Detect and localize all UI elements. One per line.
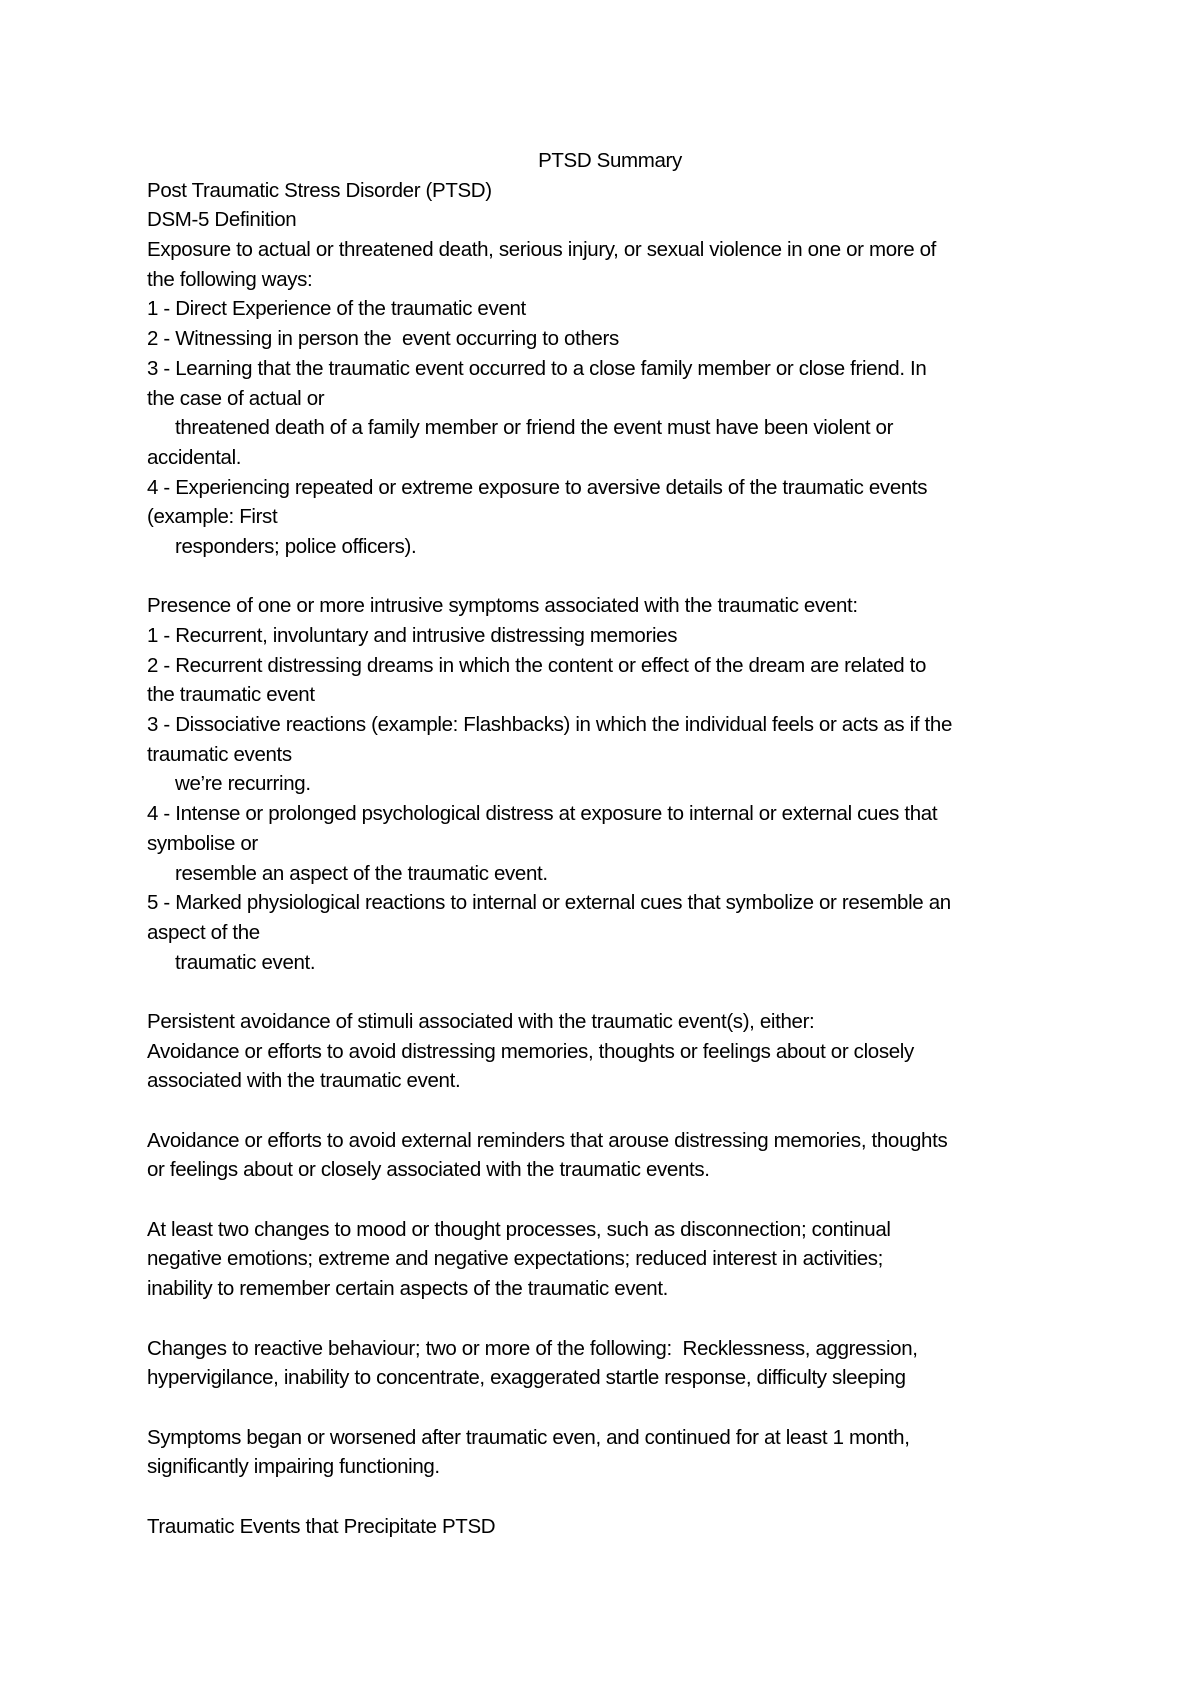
exposure-item-3: the case of actual or xyxy=(147,386,325,410)
intrusive-section xyxy=(147,591,1067,977)
intrusive-item-4: 4 - Intense or prolonged psychological distress at exposure to internal or external cues that xyxy=(147,802,938,826)
exposure-item-3: accidental. xyxy=(147,445,242,469)
avoidance-paragraph-2: Avoidance or efforts to avoid external reminders that arouse distressing memories, thoughts xyxy=(147,1128,948,1152)
paragraph-gap xyxy=(147,1482,1067,1512)
avoidance-paragraph-1: Avoidance or efforts to avoid distressing memories, thoughts or feelings about or closely xyxy=(147,1039,914,1063)
avoidance-paragraph-2: or feelings about or closely associated with the traumatic events. xyxy=(147,1158,710,1182)
exposure-item-2: 2 - Witnessing in person the event occurring to others xyxy=(147,327,619,351)
exposure-item-3: 3 - Learning that the traumatic event occurred to a close family member or close friend. In xyxy=(147,356,927,380)
intrusive-item-3: we’re recurring. xyxy=(175,772,311,796)
reactive-paragraph: Changes to reactive behaviour; two or more of the following: Recklessness, aggression, xyxy=(147,1336,918,1360)
exposure-item-3: threatened death of a family member or friend the event must have been violent or xyxy=(175,416,894,440)
paragraph-gap xyxy=(147,977,1067,1007)
duration-paragraph: Symptoms began or worsened after traumatic even, and continued for at least 1 month, xyxy=(147,1425,910,1449)
mood-paragraph: negative emotions; extreme and negative expectations; reduced interest in activities; xyxy=(147,1247,884,1271)
exposure-item-4: responders; police officers). xyxy=(175,534,417,558)
paragraph-gap xyxy=(147,562,1067,592)
traumatic-events-heading: Traumatic Events that Precipitate PTSD xyxy=(147,1514,496,1538)
intrusive-item-1: 1 - Recurrent, involuntary and intrusive distressing memories xyxy=(147,624,678,647)
paragraph-gap xyxy=(147,1393,1067,1423)
intrusive-item-5: aspect of the xyxy=(147,920,260,944)
mood-paragraph: inability to remember certain aspects of the traumatic event. xyxy=(147,1277,669,1301)
document-subheading: DSM-5 Definition xyxy=(147,208,297,232)
paragraph-gap xyxy=(147,1185,1067,1215)
reactive-paragraph: hypervigilance, inability to concentrate, exaggerated startle response, difficulty sleeping xyxy=(147,1366,906,1390)
exposure-item-4: 4 - Experiencing repeated or extreme exposure to aversive details of the traumatic events xyxy=(147,475,928,499)
intrusive-item-3: 3 - Dissociative reactions (example: Flashbacks) in which the individual feels or acts as if the xyxy=(147,713,952,737)
duration-paragraph: significantly impairing functioning. xyxy=(147,1455,440,1479)
exposure-item-4: (example: First xyxy=(147,505,278,529)
exposure-intro: Exposure to actual or threatened death, serious injury, or sexual violence in one or more of xyxy=(147,238,937,262)
intrusive-item-2: 2 - Recurrent distressing dreams in which the content or effect of the dream are related to xyxy=(147,653,927,677)
mood-section xyxy=(147,1215,1067,1304)
paragraph-gap xyxy=(147,1096,1067,1126)
document-body xyxy=(147,146,1067,1541)
exposure-section xyxy=(147,235,1067,562)
paragraph-gap xyxy=(147,1304,1067,1334)
reactive-section xyxy=(147,1334,1067,1393)
intrusive-intro: Presence of one or more intrusive symptoms associated with the traumatic event: xyxy=(147,594,858,618)
intrusive-item-3: traumatic events xyxy=(147,742,292,766)
duration-section xyxy=(147,1423,1067,1482)
intrusive-item-4: symbolise or xyxy=(147,831,258,855)
intrusive-item-5: traumatic event. xyxy=(175,950,316,974)
avoidance-paragraph-1: associated with the traumatic event. xyxy=(147,1069,461,1093)
document-heading: Post Traumatic Stress Disorder (PTSD) xyxy=(147,178,492,202)
intrusive-item-5: 5 - Marked physiological reactions to internal or external cues that symbolize or resemble an xyxy=(147,891,951,915)
intrusive-item-4: resemble an aspect of the traumatic event. xyxy=(175,861,548,885)
intrusive-item-2: the traumatic event xyxy=(147,683,315,707)
mood-paragraph: At least two changes to mood or thought processes, such as disconnection; continual xyxy=(147,1217,891,1241)
avoidance-section xyxy=(147,1007,1067,1185)
exposure-item-1: 1 - Direct Experience of the traumatic event xyxy=(147,297,526,321)
avoidance-intro: Persistent avoidance of stimuli associated with the traumatic event(s), either: xyxy=(147,1009,815,1033)
exposure-intro: the following ways: xyxy=(147,267,313,291)
document-title: PTSD Summary xyxy=(538,149,682,172)
